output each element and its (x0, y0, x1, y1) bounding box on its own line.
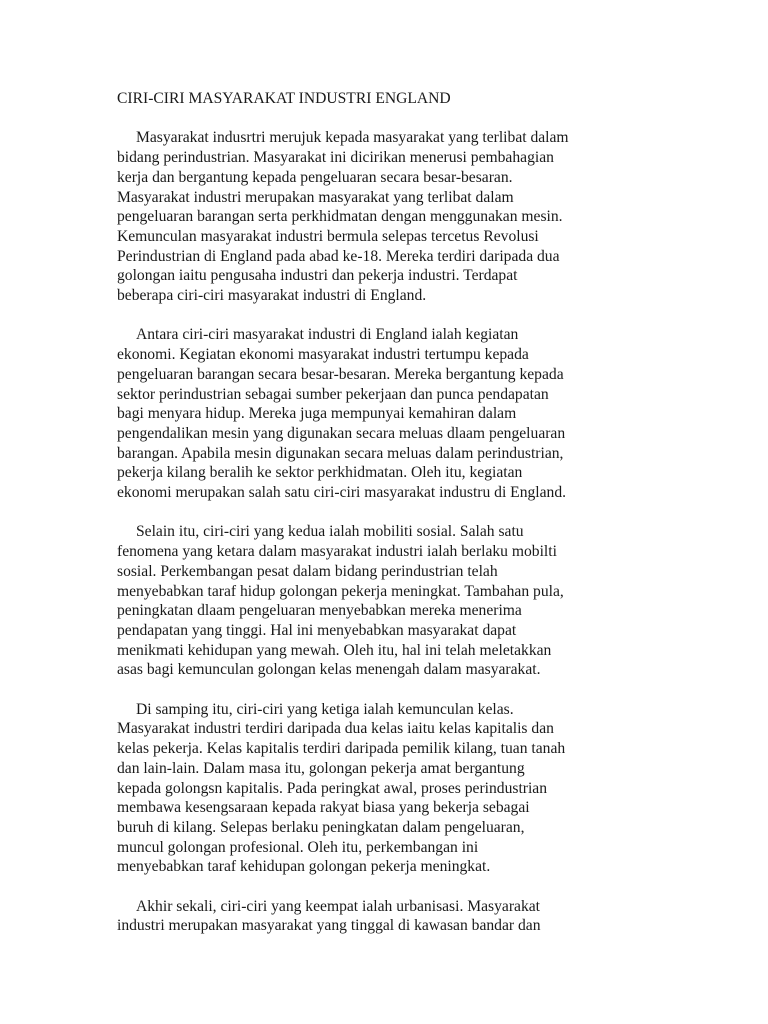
text-line: pendapatan yang tinggi. Hal ini menyebabkan masyarakat dapat (117, 621, 517, 639)
text-line: sosial. Perkembangan pesat dalam bidang perindustrian telah (117, 562, 498, 580)
paragraph (117, 522, 657, 680)
text-line: peningkatan dlaam pengeluaran menyebabkan mereka menerima (117, 602, 522, 620)
text-line: pengendalikan mesin yang digunakan secara meluas dlaam pengeluaran (117, 424, 566, 442)
document-title: CIRI-CIRI MASYARAKAT INDUSTRI ENGLAND (117, 90, 451, 107)
text-line: kepada golongsn kapitalis. Pada peringkat awal, proses perindustrian (117, 779, 548, 797)
text-line: buruh di kilang. Selepas berlaku peningkatan dalam pengeluaran, (117, 818, 525, 836)
text-line: Masyarakat industri merupakan masyarakat yang terlibat dalam (117, 188, 514, 206)
text-line: menikmati kehidupan yang mewah. Oleh itu, hal ini telah meletakkan (117, 641, 552, 659)
text-line: sektor perindustrian sebagai sumber pekerjaan dan punca pendapatan (117, 385, 549, 403)
text-line: Masyarakat industri terdiri daripada dua kelas iaitu kelas kapitalis dan (117, 720, 554, 738)
paragraph (117, 128, 657, 305)
text-line: Perindustrian di England pada abad ke-18. Mereka terdiri daripada dua (117, 247, 560, 265)
text-line: Antara ciri-ciri masyarakat industri di England ialah kegiatan (136, 326, 519, 344)
text-line: Kemunculan masyarakat industri bermula selepas tercetus Revolusi (117, 227, 539, 245)
text-line: fenomena yang ketara dalam masyarakat industri ialah berlaku mobilti (117, 543, 557, 561)
text-line: pengeluaran barangan secara besar-besaran. Mereka bergantung kepada (117, 365, 564, 383)
text-line: Selain itu, ciri-ciri yang kedua ialah mobiliti sosial. Salah satu (136, 523, 524, 541)
paragraph (117, 325, 657, 502)
text-line: membawa kesengsaraan kepada rakyat biasa yang bekerja sebagai (117, 799, 530, 817)
text-line: muncul golongan profesional. Oleh itu, perkembangan ini (117, 838, 479, 856)
text-line: industri merupakan masyarakat yang tinggal di kawasan bandar dan (117, 917, 541, 935)
text-line: bidang perindustrian. Masyarakat ini dicirikan menerusi pembahagian (117, 149, 554, 167)
text-line: menyebabkan taraf kehidupan golongan pekerja meningkat. (117, 858, 491, 876)
text-line: dan lain-lain. Dalam masa itu, golongan pekerja amat bergantung (117, 759, 525, 777)
paragraph (117, 700, 657, 877)
text-line: Di samping itu, ciri-ciri yang ketiga ialah kemunculan kelas. (136, 700, 514, 718)
paragraph (117, 897, 657, 936)
text-line: ekonomi. Kegiatan ekonomi masyarakat industri tertumpu kepada (117, 346, 529, 364)
text-line: beberapa ciri-ciri masyarakat industri di England. (117, 287, 427, 305)
text-line: pengeluaran barangan serta perkhidmatan dengan menggunakan mesin. (117, 208, 563, 226)
text-line: barangan. Apabila mesin digunakan secara meluas dalam perindustrian, (117, 444, 564, 462)
text-line: Masyarakat indusrtri merujuk kepada masyarakat yang terlibat dalam (136, 129, 569, 147)
text-line: ekonomi merupakan salah satu ciri-ciri masyarakat industru di England. (117, 484, 567, 502)
text-line: bagi menyara hidup. Mereka juga mempunyai kemahiran dalam (117, 405, 517, 423)
text-line: kelas pekerja. Kelas kapitalis terdiri daripada pemilik kilang, tuan tanah (117, 740, 566, 758)
text-line: Akhir sekali, ciri-ciri yang keempat ialah urbanisasi. Masyarakat (136, 897, 540, 915)
text-line: golongan iaitu pengusaha industri dan pekerja industri. Terdapat (117, 267, 518, 285)
text-line: kerja dan bergantung kepada pengeluaran secara besar-besaran. (117, 168, 513, 186)
text-line: asas bagi kemunculan golongan kelas menengah dalam masyarakat. (117, 661, 541, 679)
document-body (117, 89, 657, 956)
text-line: pekerja kilang beralih ke sektor perkhidmatan. Oleh itu, kegiatan (117, 464, 523, 482)
text-line: menyebabkan taraf hidup golongan pekerja meningkat. Tambahan pula, (117, 582, 564, 600)
